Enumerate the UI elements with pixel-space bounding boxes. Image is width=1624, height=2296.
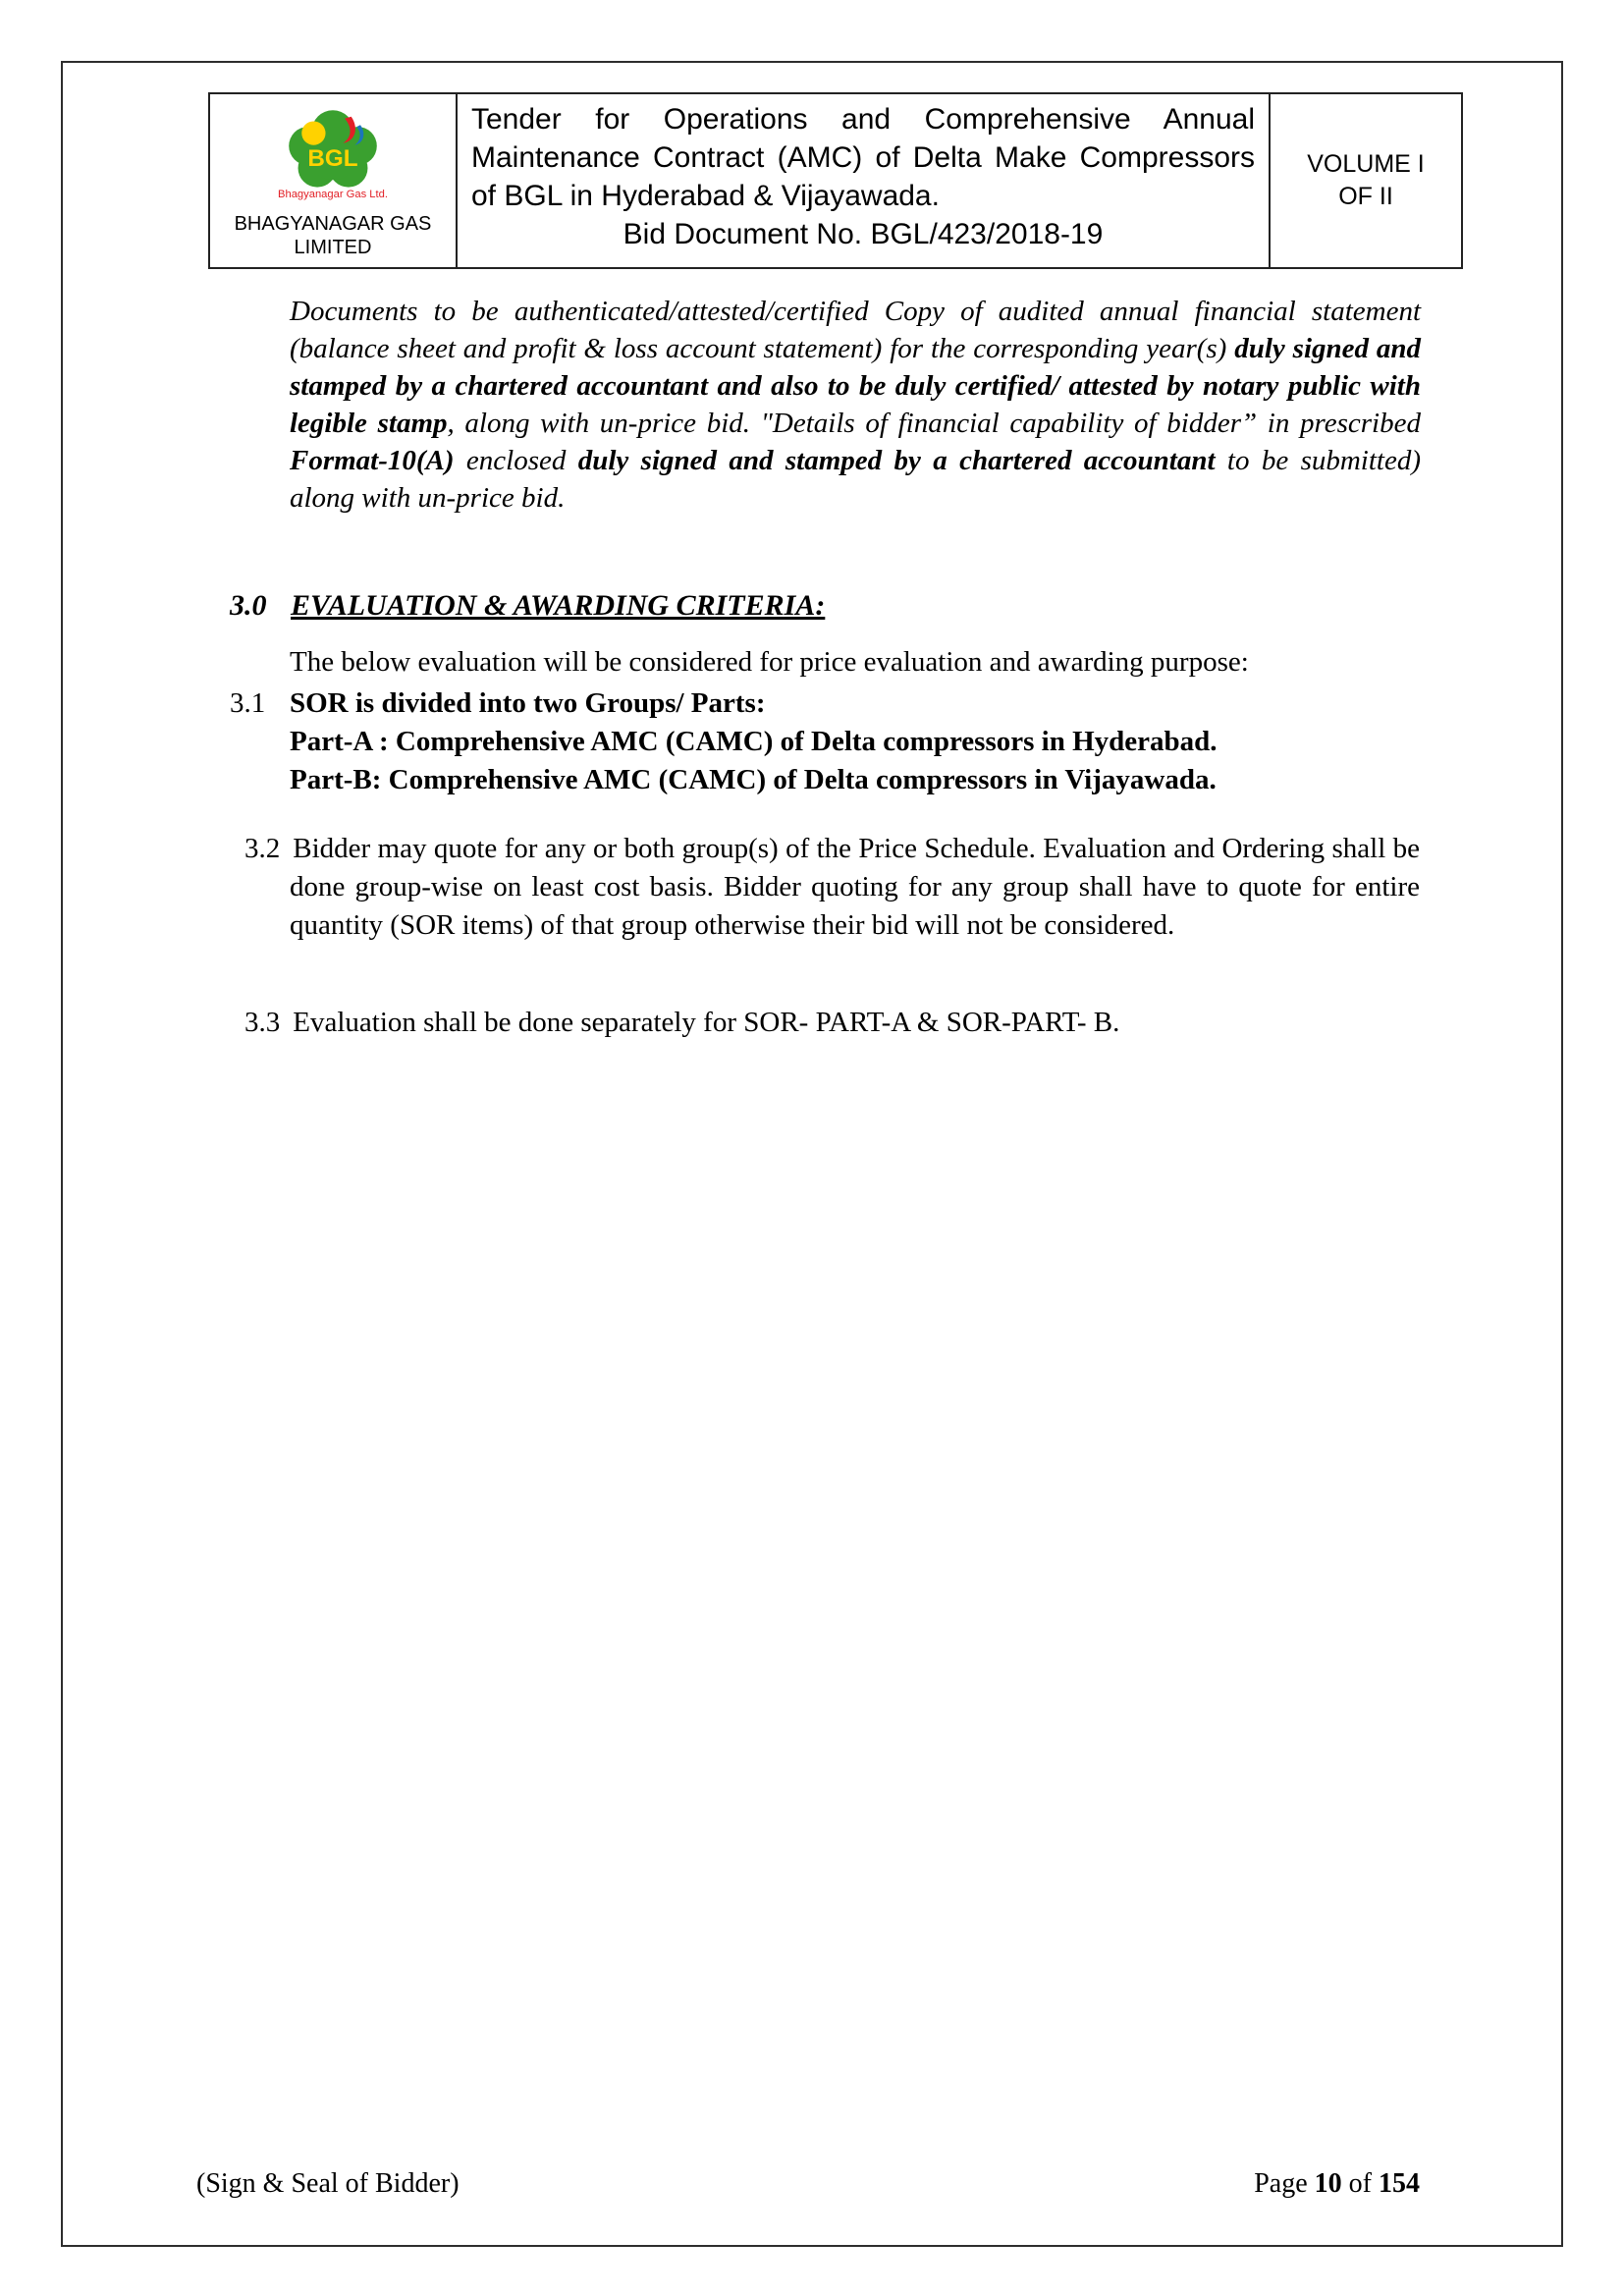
logo-cell xyxy=(210,94,458,267)
clause-number: 3.2 xyxy=(244,833,281,864)
clause-3-3 xyxy=(244,1004,1420,1042)
document-title: Tender for Operations and Comprehensive Annual Maintenance Contract (AMC) of Delta Make Compressors of BGL in Hyderabad & Vijayawada. xyxy=(471,103,1255,212)
title-cell xyxy=(458,94,1271,267)
current-page-number: 10 xyxy=(1314,2168,1342,2199)
volume-line-2: OF II xyxy=(1338,183,1393,210)
document-header xyxy=(208,92,1463,269)
clause-3-1-part-b: Part-B: Comprehensive AMC (CAMC) of Delta compressors in Vijayawada. xyxy=(290,764,1217,795)
total-pages: 154 xyxy=(1379,2168,1420,2199)
of-label: of xyxy=(1341,2168,1379,2199)
clause-3-1 xyxy=(230,684,1218,799)
section-heading-3-0 xyxy=(230,589,825,623)
section-title: EVALUATION & AWARDING CRITERIA: xyxy=(291,589,826,622)
logo-abbr-text: BGL xyxy=(307,145,358,173)
clause-number: 3.3 xyxy=(244,1007,281,1038)
logo-sun-icon xyxy=(301,121,325,144)
clause-3-1-line-1 xyxy=(230,684,1218,723)
clause-3-1-heading: SOR is divided into two Groups/ Parts: xyxy=(290,687,766,719)
bid-document-number: Bid Document No. BGL/423/2018-19 xyxy=(623,218,1104,250)
text-segment: duly signed and stamped by a chartered accountant xyxy=(577,445,1216,476)
volume-line-1: VOLUME I xyxy=(1307,150,1425,178)
clause-number: 3.1 xyxy=(230,687,266,719)
clause-3-1-part-a: Part-A : Comprehensive AMC (CAMC) of Delta compressors in Hyderabad. xyxy=(290,726,1218,757)
page-number-indicator xyxy=(1254,2168,1420,2200)
section-number: 3.0 xyxy=(230,589,267,622)
intro-paragraph xyxy=(290,293,1421,517)
text-segment: to be submitted) along with un-price bid. xyxy=(290,445,1421,514)
text-segment: , along with un-price bid. "Details of financial capability of bidder” in prescribed xyxy=(447,408,1421,439)
organization-name: BHAGYANAGAR GAS LIMITED xyxy=(234,213,432,258)
section-intro-text: The below evaluation will be considered for price evaluation and awarding purpose: xyxy=(290,646,1249,678)
page-label: Page xyxy=(1254,2168,1315,2199)
clause-3-2-text: Bidder may quote for any or both group(s) of the Price Schedule. Evaluation and Ordering shall be done group-wise on least cost basis. Bidder quoting for any group shall have to quote for entire quantity (SOR items) of that group otherwise their bid will not be considered. xyxy=(290,833,1420,941)
text-segment: Documents to be authenticated/attested/certified Copy of audited annual financial statement (balance sheet and profit & loss account statement) for the corresponding year(s) xyxy=(290,296,1421,364)
volume-cell xyxy=(1271,94,1461,267)
clause-3-3-text: Evaluation shall be done separately for SOR- PART-A & SOR-PART- B. xyxy=(293,1007,1120,1038)
bgl-logo-icon xyxy=(259,100,406,210)
text-segment: enclosed xyxy=(454,445,578,476)
clause-3-2 xyxy=(244,830,1420,945)
logo-tagline-text: Bhagyanagar Gas Ltd. xyxy=(278,188,388,200)
text-segment: Format-10(A) xyxy=(290,445,455,476)
sign-seal-label: (Sign & Seal of Bidder) xyxy=(196,2168,460,2199)
text-segment: duly signed and stamped by a chartered accountant and also to be duly certified/ attested by notary public with legible stamp xyxy=(290,333,1421,439)
